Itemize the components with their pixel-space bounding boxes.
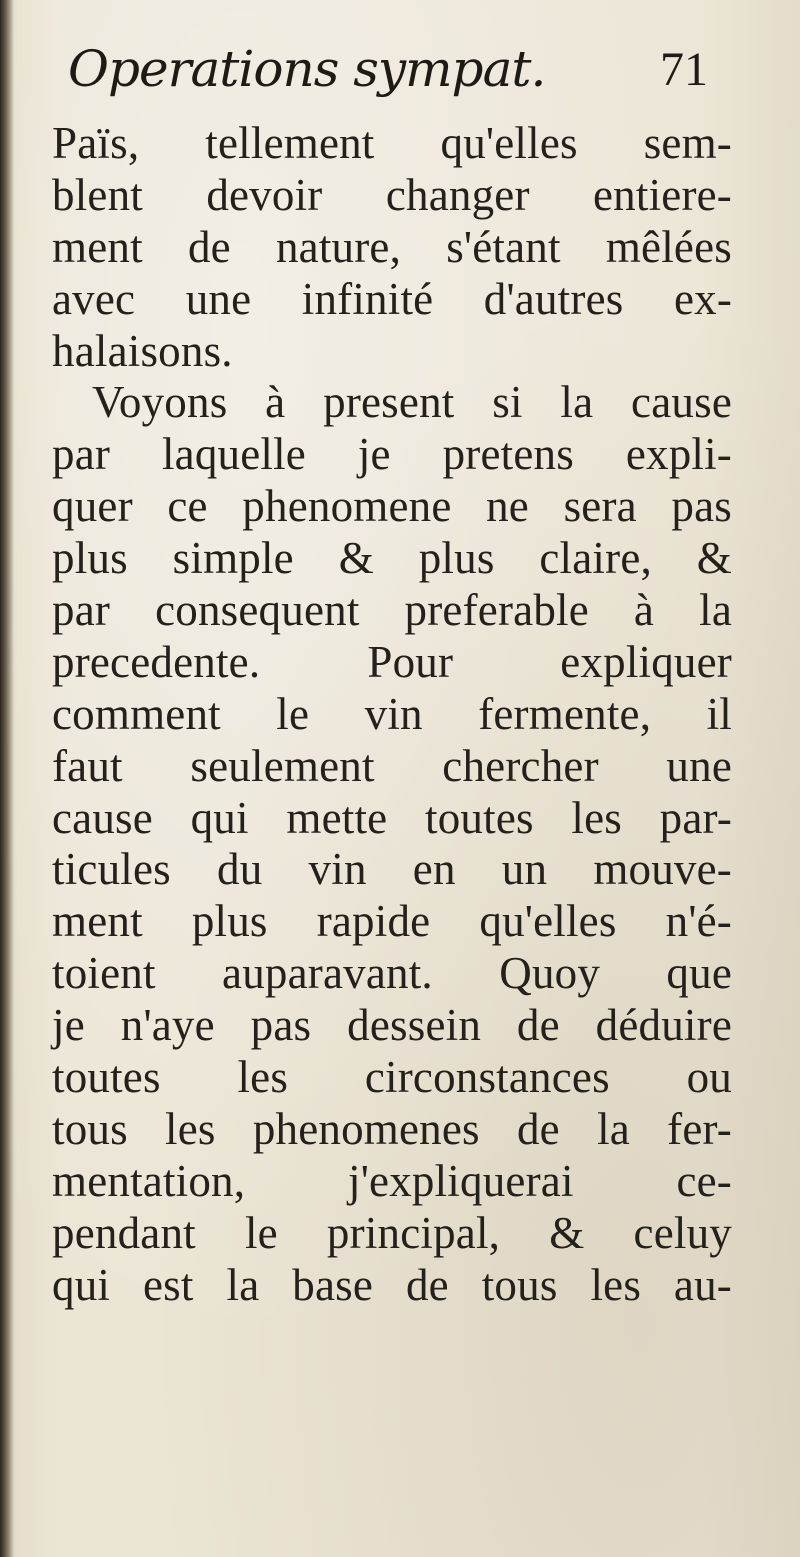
text-line: halaisons. — [52, 325, 233, 376]
text-line: quer ce phenomene ne sera pas — [52, 481, 732, 532]
text-line: ticules du vin en un mouve- — [52, 844, 732, 895]
text-line: pendant le principal, & celuy — [52, 1207, 732, 1258]
text-line: comment le vin fermente, il — [52, 688, 732, 739]
text-line: par laquelle je pretens expli- — [52, 429, 732, 480]
text-line: je n'aye pas dessein de déduire — [52, 1000, 732, 1051]
text-line: blent devoir changer entiere- — [52, 169, 732, 220]
text-line: ment plus rapide qu'elles n'é- — [52, 896, 732, 947]
text-line: toient auparavant. Quoy que — [52, 948, 732, 999]
page-number: 71 — [660, 43, 708, 96]
body-text — [52, 118, 732, 1311]
text-line: Païs, tellement qu'elles sem- — [52, 118, 732, 168]
page-header — [68, 40, 708, 110]
text-line: mentation, j'expliquerai ce- — [52, 1155, 732, 1206]
text-line: toutes les circonstances ou — [52, 1052, 732, 1103]
text-line: precedente. Pour expliquer — [52, 636, 732, 687]
text-line: qui est la base de tous les au- — [52, 1259, 732, 1310]
text-line: ment de nature, s'étant mêlées — [52, 221, 732, 272]
running-title: Operations sympat. — [68, 40, 546, 98]
text-line: par consequent preferable à la — [52, 585, 732, 636]
text-line: cause qui mette toutes les par- — [52, 792, 732, 843]
text-line: avec une infinité d'autres ex- — [52, 273, 732, 324]
text-line: Voyons à present si la cause — [92, 377, 732, 428]
text-line: faut seulement chercher une — [52, 740, 732, 791]
text-line: tous les phenomenes de la fer- — [52, 1103, 732, 1154]
text-line: plus simple & plus claire, & — [52, 533, 732, 584]
page-gutter — [0, 0, 14, 1557]
